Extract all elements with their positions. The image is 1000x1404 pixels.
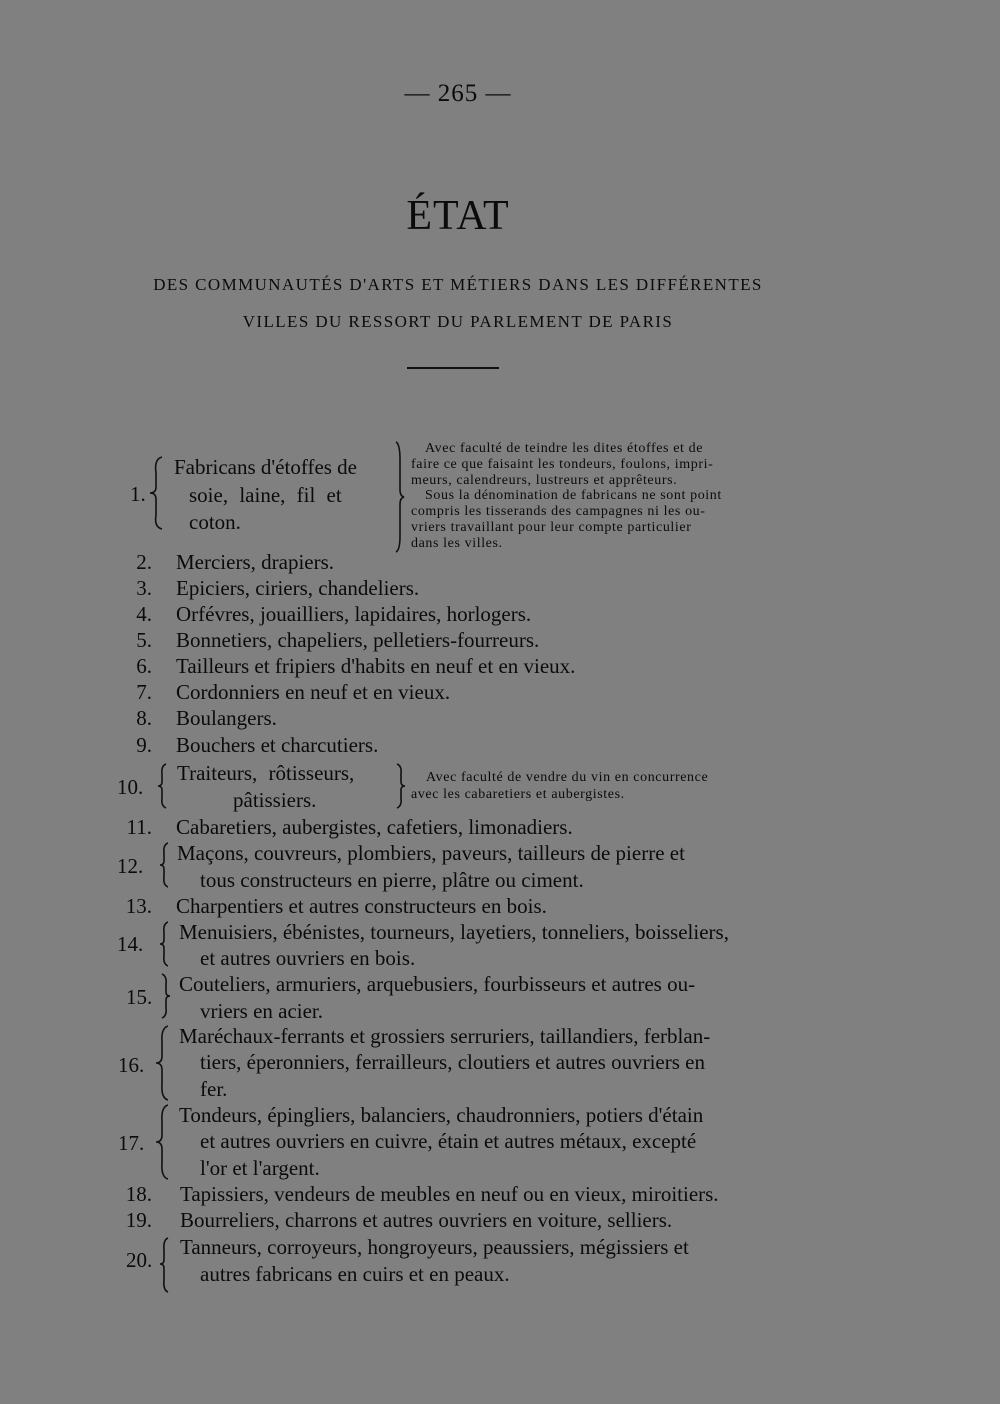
left-brace bbox=[158, 920, 172, 968]
entry-text-line: tous constructeurs en pierre, plâtre ou ciment. bbox=[200, 868, 584, 892]
entry-number: 18. bbox=[125, 1182, 152, 1206]
entry-text-line: soie, laine, fil et bbox=[189, 483, 342, 507]
entry-text: Orfévres, jouailliers, lapidaires, horlogers. bbox=[176, 602, 532, 626]
entry-text: Tapissiers, vendeurs de meubles en neuf ou en vieux, miroitiers. bbox=[180, 1182, 719, 1206]
entry-number: 19. bbox=[125, 1208, 152, 1232]
note-line: avec les cabaretiers et aubergistes. bbox=[411, 787, 625, 802]
entry-number: 4. bbox=[136, 602, 152, 626]
note-line: Avec faculté de teindre les dites étoffes et de bbox=[425, 441, 704, 456]
entry-text: Merciers, drapiers. bbox=[176, 550, 335, 574]
entry-text-line: tiers, éperonniers, ferrailleurs, cloutiers et autres ouvriers en bbox=[200, 1050, 705, 1074]
right-brace bbox=[390, 440, 406, 555]
left-brace bbox=[154, 1024, 172, 1102]
entry-text-line: Fabricans d'étoffes de bbox=[174, 455, 358, 479]
left-brace bbox=[158, 841, 172, 889]
subtitle-line-1: DES COMMUNAUTÉS D'ARTS ET MÉTIERS DANS LES DIFFÉRENTES bbox=[153, 275, 763, 294]
left-brace bbox=[156, 762, 170, 810]
note-line: Sous la dénomination de fabricans ne sont point bbox=[425, 488, 722, 503]
entry-text-line: Menuisiers, ébénistes, tourneurs, layetiers, tonneliers, boisseliers, bbox=[179, 920, 729, 944]
entry-text-line: autres fabricans en cuirs et en peaux. bbox=[200, 1262, 510, 1286]
entry-text-line: Maçons, couvreurs, plombiers, paveurs, tailleurs de pierre et bbox=[177, 841, 685, 865]
entry-number: 14. bbox=[117, 932, 144, 956]
note-line: dans les villes. bbox=[411, 536, 503, 551]
entry-text: Cabaretiers, aubergistes, cafetiers, limonadiers. bbox=[176, 815, 573, 839]
page-title: ÉTAT bbox=[406, 193, 510, 239]
entry-text-line: Tondeurs, épingliers, balanciers, chaudronniers, potiers d'étain bbox=[179, 1103, 704, 1127]
entry-text: Tailleurs et fripiers d'habits en neuf et en vieux. bbox=[176, 654, 576, 678]
entry-text: Boulangers. bbox=[176, 706, 277, 730]
entry-number: 7. bbox=[136, 680, 152, 704]
entry-number: 9. bbox=[136, 733, 152, 757]
right-brace bbox=[393, 762, 407, 810]
entry-number: 3. bbox=[136, 576, 152, 600]
entry-number: 10. bbox=[117, 775, 144, 799]
entry-text-line: l'or et l'argent. bbox=[200, 1156, 320, 1180]
entry-text: Epiciers, ciriers, chandeliers. bbox=[176, 576, 420, 600]
entry-text-line: fer. bbox=[200, 1077, 228, 1101]
title-rule bbox=[407, 367, 499, 369]
entry-text-line: et autres ouvriers en cuivre, étain et autres métaux, excepté bbox=[200, 1129, 697, 1153]
left-brace bbox=[158, 1236, 172, 1294]
entry-text: Bouchers et charcutiers. bbox=[176, 733, 379, 757]
entry-text-line: Couteliers, armuriers, arquebusiers, fourbisseurs et autres ou- bbox=[179, 972, 696, 996]
left-brace bbox=[154, 1103, 172, 1181]
entry-text: Charpentiers et autres constructeurs en bois. bbox=[176, 894, 547, 918]
entry-number: 16. bbox=[118, 1053, 145, 1077]
left-brace bbox=[148, 455, 168, 531]
entry-number: 2. bbox=[136, 550, 152, 574]
entry-number: 13. bbox=[125, 894, 152, 918]
note-line: vriers travaillant pour leur compte particulier bbox=[411, 520, 692, 535]
entry-text-line: coton. bbox=[189, 510, 241, 534]
entry-text-line: vriers en acier. bbox=[200, 999, 324, 1023]
entry-text-line: et autres ouvriers en bois. bbox=[200, 946, 416, 970]
entry-number: 6. bbox=[136, 654, 152, 678]
entry-number: 1. bbox=[130, 482, 146, 506]
entry-number: 17. bbox=[118, 1131, 145, 1155]
entry-text: Cordonniers en neuf et en vieux. bbox=[176, 680, 451, 704]
entry-number: 8. bbox=[136, 706, 152, 730]
entry-text-line: Maréchaux-ferrants et grossiers serruriers, taillandiers, ferblan- bbox=[179, 1024, 711, 1048]
entry-number: 15. bbox=[126, 985, 153, 1009]
subtitle-line-2: VILLES DU RESSORT DU PARLEMENT DE PARIS bbox=[242, 312, 674, 331]
note-line: Avec faculté de vendre du vin en concurrence bbox=[426, 770, 709, 785]
entry-number: 12. bbox=[117, 854, 144, 878]
entry-number: 5. bbox=[136, 628, 152, 652]
entry-text: Bonnetiers, chapeliers, pelletiers-fourreurs. bbox=[176, 628, 540, 652]
note-line: meurs, calendreurs, lustreurs et apprêteurs. bbox=[411, 473, 678, 488]
entry-text-line: pâtissiers. bbox=[233, 788, 317, 812]
page-number: — 265 — bbox=[404, 80, 512, 107]
note-line: compris les tisserands des campagnes ni les ou- bbox=[411, 504, 706, 519]
entry-text-line: Traiteurs, rôtisseurs, bbox=[177, 761, 355, 785]
entry-number: 20. bbox=[126, 1248, 153, 1272]
entry-text-line: Tanneurs, corroyeurs, hongroyeurs, peaussiers, mégissiers et bbox=[180, 1235, 689, 1259]
entry-number: 11. bbox=[126, 815, 152, 839]
left-brace bbox=[158, 972, 172, 1020]
note-line: faire ce que faisaint les tondeurs, foulons, impri- bbox=[411, 457, 714, 472]
entry-text: Bourreliers, charrons et autres ouvriers en voiture, selliers. bbox=[180, 1208, 673, 1232]
